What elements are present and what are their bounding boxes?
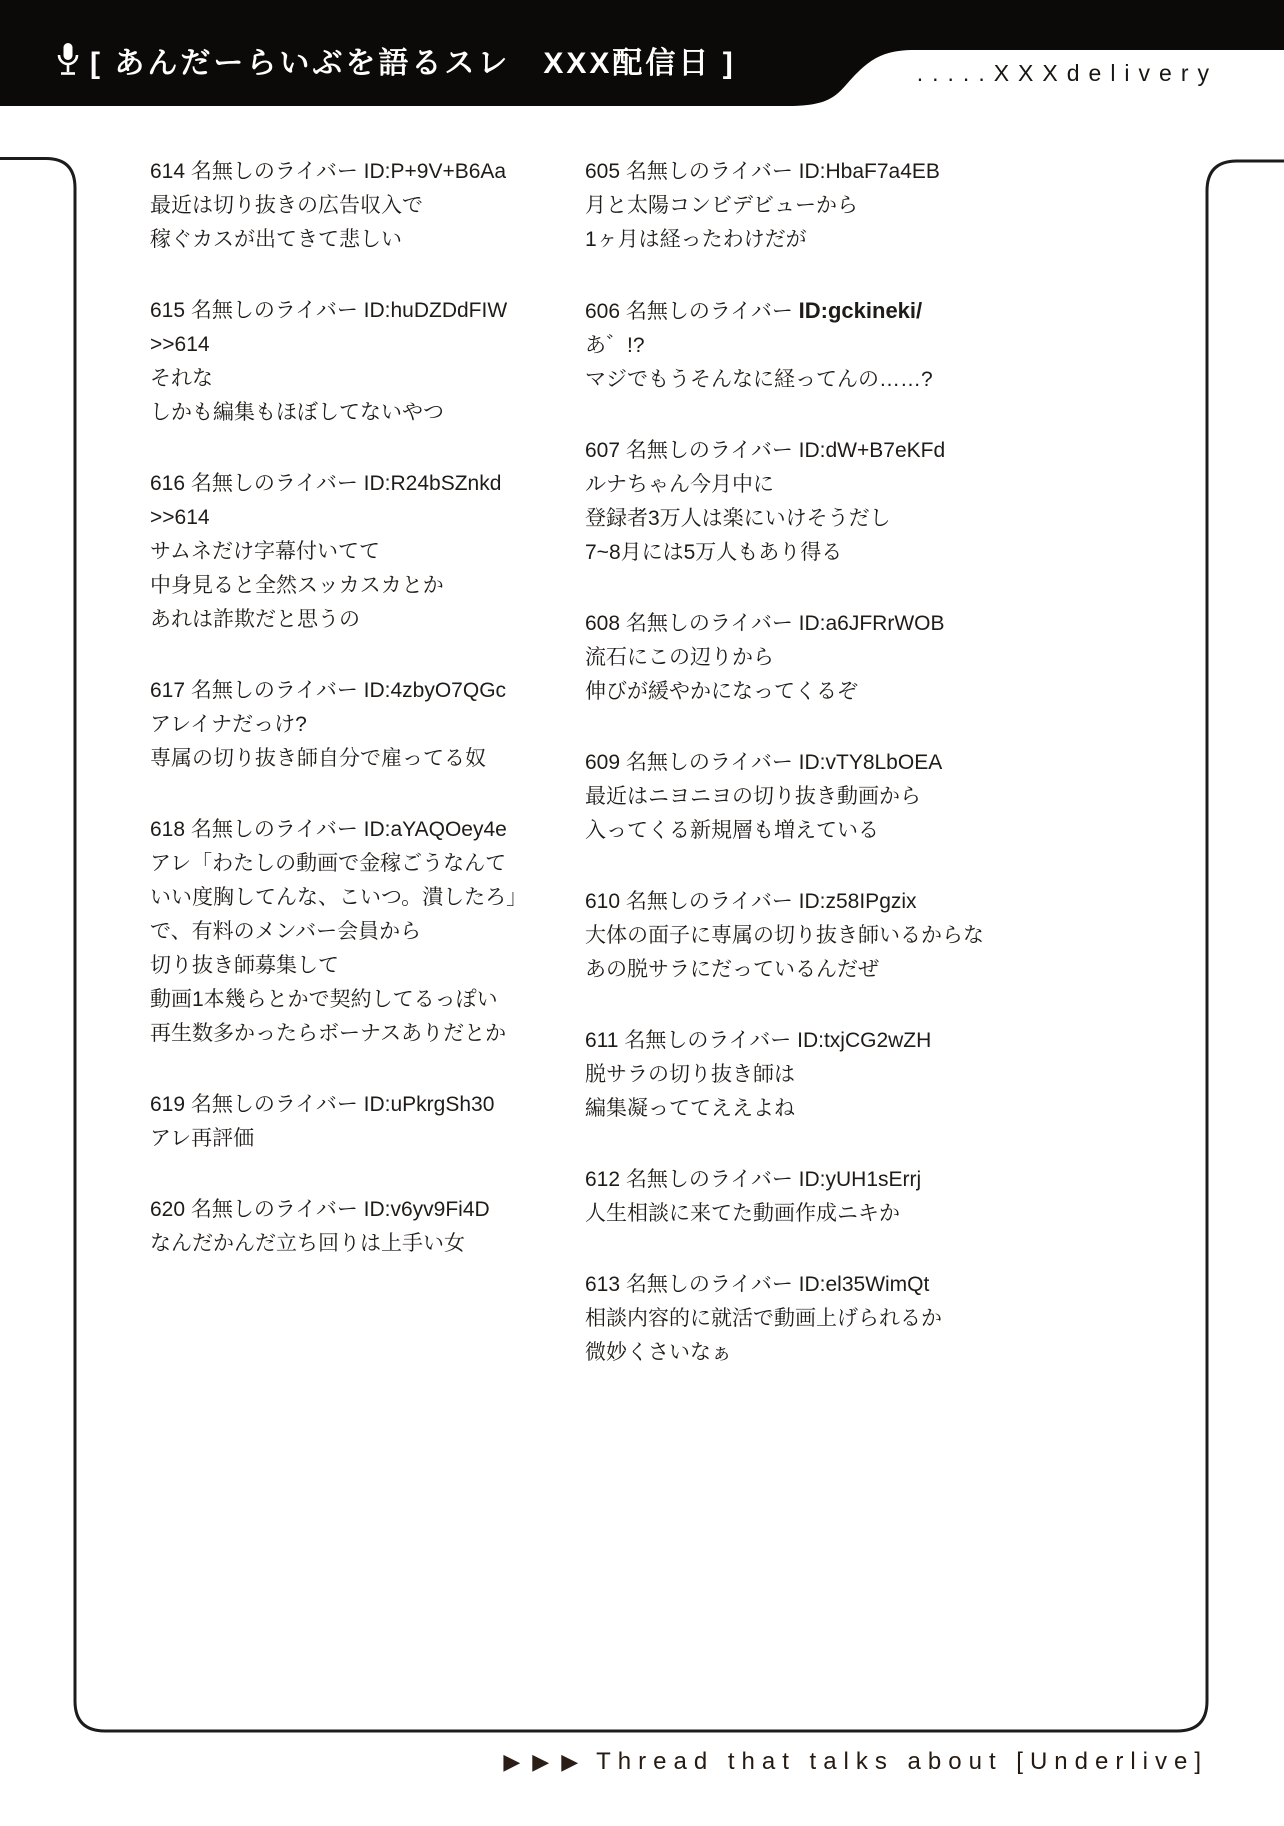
post-body-line: 稼ぐカスが出てきて悲しい: [150, 228, 402, 251]
post-id: ID:huDZDdFIW: [363, 299, 508, 322]
post-header: 608 名無しのライバー ID:a6JFRrWOB: [585, 612, 945, 635]
post-body-line: 脱サラの切り抜き師は: [585, 1063, 795, 1086]
post-id: ID:gckineki/: [798, 298, 923, 323]
post-body-line: 最近は切り抜きの広告収入で: [150, 194, 423, 217]
post-body-line: ルナちゃん今月中に: [585, 473, 774, 496]
post-header: 612 名無しのライバー ID:yUH1sErrj: [585, 1168, 922, 1191]
page-title: [ あんだーらいぶを語るスレ XXX配信日 ]: [90, 47, 736, 80]
post-body-line: 専属の切り抜き師自分で雇ってる奴: [150, 747, 486, 770]
post-619: [150, 1088, 590, 1156]
post-header: 605 名無しのライバー ID:HbaF7a4EB: [585, 160, 940, 183]
post-body-line: いい度胸してんな、こいつ。潰したろ」: [150, 886, 528, 909]
post-id: ID:uPkrgSh30: [363, 1093, 495, 1116]
post-618: [150, 813, 590, 1051]
post-620: [150, 1193, 590, 1261]
post-body-line: 流石にこの辺りから: [585, 646, 774, 669]
post-header: 614 名無しのライバー ID:P+9V+B6Aa: [150, 160, 507, 183]
post-body-line: 編集凝っててええよね: [585, 1097, 795, 1120]
post-body-line: 月と太陽コンビデビューから: [585, 194, 858, 217]
post-body-line: 7~8月には5万人もあり得る: [585, 541, 843, 564]
post-header: 607 名無しのライバー ID:dW+B7eKFd: [585, 439, 946, 462]
post-616: [150, 467, 590, 637]
post-body-line: 人生相談に来てた動画作成ニキか: [585, 1202, 900, 1225]
post-body-line: 切り抜き師募集して: [150, 954, 339, 977]
post-615: [150, 294, 590, 430]
post-body-line: 最近はニヨニヨの切り抜き動画から: [585, 785, 921, 808]
post-id: ID:aYAQOey4e: [363, 818, 507, 841]
post-header: 611 名無しのライバー ID:txjCG2wZH: [585, 1029, 932, 1052]
post-body-line: あの脱サラにだっているんだぜ: [585, 958, 879, 981]
post-608: [585, 607, 1085, 709]
post-id: ID:4zbyO7QGc: [363, 679, 507, 702]
post-id: ID:yUH1sErrj: [798, 1168, 922, 1191]
post-613: [585, 1268, 1085, 1370]
post-605: [585, 155, 1085, 257]
post-606: [585, 294, 1085, 397]
post-body-line: 登録者3万人は楽にいけそうだし: [585, 507, 891, 530]
post-id: ID:el35WimQt: [798, 1273, 930, 1296]
post-body-line: アレ「わたしの動画で金稼ごうなんて: [150, 852, 507, 875]
footer: [503, 1748, 1208, 1776]
post-body-line: マジでもうそんなに経ってんの……?: [585, 368, 933, 391]
post-body-line: 大体の面子に専属の切り抜き師いるからな: [585, 924, 984, 947]
post-body-line: サムネだけ字幕付いてて: [150, 540, 380, 563]
post-body-line: 1ヶ月は経ったわけだが: [585, 228, 807, 251]
post-body-line: で、有料のメンバー会員から: [150, 920, 422, 943]
post-body-line: 中身見ると全然スッカスカとか: [150, 574, 444, 597]
post-body-line: 入ってくる新規層も増えている: [585, 819, 879, 842]
header: [56, 38, 736, 82]
play-arrows-icon: ▶▶▶: [503, 1749, 591, 1774]
post-header: 613 名無しのライバー ID:el35WimQt: [585, 1273, 930, 1296]
post-anchor-reference: >>614: [150, 333, 210, 356]
post-header: 606 名無しのライバー ID:gckineki/: [585, 298, 923, 323]
post-body-line: あ゛!?: [585, 334, 645, 357]
thread-column-left: [150, 155, 590, 1298]
post-id: ID:txjCG2wZH: [797, 1029, 932, 1052]
post-header: 616 名無しのライバー ID:R24bSZnkd: [150, 472, 502, 495]
post-id: ID:R24bSZnkd: [363, 472, 502, 495]
footer-label: Thread that talks about [Underlive]: [596, 1748, 1208, 1775]
post-id: ID:HbaF7a4EB: [798, 160, 940, 183]
delivery-label: .....XXXdelivery: [916, 60, 1218, 86]
post-body-line: 相談内容的に就活で動画上げられるか: [585, 1307, 942, 1330]
post-612: [585, 1163, 1085, 1231]
post-610: [585, 885, 1085, 987]
post-body-line: なんだかんだ立ち回りは上手い女: [150, 1232, 465, 1255]
post-header: 619 名無しのライバー ID:uPkrgSh30: [150, 1093, 495, 1116]
post-header: 615 名無しのライバー ID:huDZDdFIW: [150, 299, 508, 322]
post-anchor-reference: >>614: [150, 506, 210, 529]
thread-column-right: [585, 155, 1085, 1407]
post-609: [585, 746, 1085, 848]
post-header: 617 名無しのライバー ID:4zbyO7QGc: [150, 679, 507, 702]
microphone-icon: [56, 42, 80, 78]
post-body-line: アレイナだっけ?: [150, 713, 307, 736]
post-id: ID:a6JFRrWOB: [798, 612, 945, 635]
post-607: [585, 434, 1085, 570]
post-body-line: 再生数多かったらボーナスありだとか: [150, 1022, 507, 1045]
post-body-line: しかも編集もほぼしてないやつ: [150, 401, 444, 424]
post-body-line: それな: [150, 367, 213, 390]
post-id: ID:dW+B7eKFd: [798, 439, 946, 462]
post-body-line: 伸びが緩やかになってくるぞ: [585, 680, 858, 703]
post-body-line: 微妙くさいなぁ: [585, 1341, 732, 1364]
post-614: [150, 155, 590, 257]
post-body-line: アレ再評価: [150, 1127, 255, 1150]
post-header: 618 名無しのライバー ID:aYAQOey4e: [150, 818, 507, 841]
post-header: 620 名無しのライバー ID:v6yv9Fi4D: [150, 1198, 490, 1221]
post-body-line: あれは詐欺だと思うの: [150, 608, 360, 631]
post-id: ID:vTY8LbOEA: [798, 751, 943, 774]
post-header: 609 名無しのライバー ID:vTY8LbOEA: [585, 751, 943, 774]
post-id: ID:v6yv9Fi4D: [363, 1198, 490, 1221]
post-id: ID:P+9V+B6Aa: [363, 160, 507, 183]
post-header: 610 名無しのライバー ID:z58IPgzix: [585, 890, 917, 913]
post-id: ID:z58IPgzix: [798, 890, 917, 913]
post-617: [150, 674, 590, 776]
post-611: [585, 1024, 1085, 1126]
post-body-line: 動画1本幾らとかで契約してるっぽい: [150, 988, 498, 1011]
